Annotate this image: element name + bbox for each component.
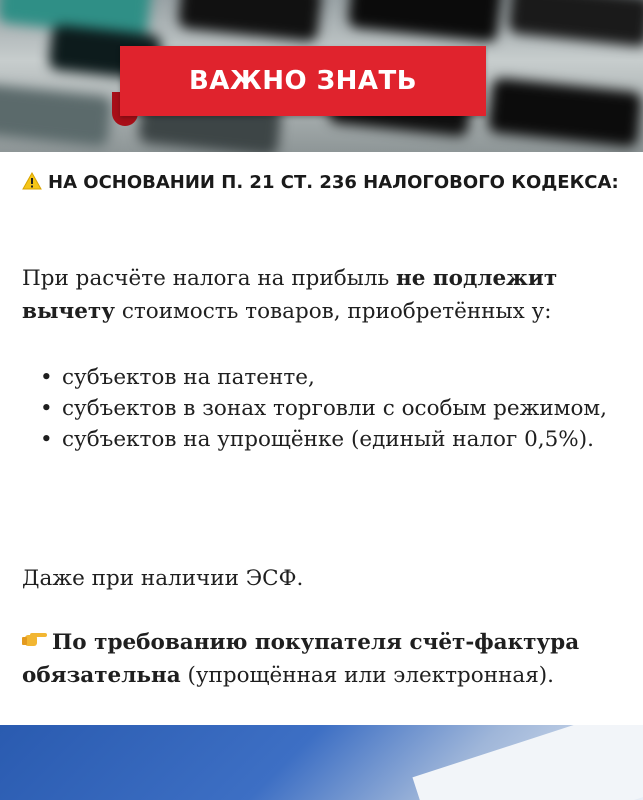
warning-icon — [22, 172, 42, 190]
content-area — [0, 152, 643, 725]
intro-text-bold: не подлежит вычету — [22, 266, 558, 324]
conclusion-text-bold: По требованию покупателя счёт-фактура обязательна — [22, 630, 580, 688]
note-paragraph: Даже при наличии ЭСФ. — [22, 566, 304, 591]
conclusion-text-after: (упрощённая или электронная). — [180, 663, 555, 688]
banner-ribbon — [120, 46, 486, 116]
heading-text: НА ОСНОВАНИИ П. 21 СТ. 236 НАЛОГОВОГО КОДЕКСА: — [48, 172, 619, 193]
exclusion-list — [22, 362, 622, 455]
intro-paragraph — [22, 262, 622, 328]
intro-text-after: стоимость товаров, приобретённых у: — [115, 299, 552, 324]
list-item-text: субъектов в зонах торговли с особым режимом, — [62, 396, 607, 421]
list-item-text: субъектов на упрощёнке (единый налог 0,5%). — [62, 427, 594, 452]
document-photo — [0, 725, 643, 800]
banner-title: ВАЖНО ЗНАТЬ — [188, 66, 418, 96]
list-item: • субъектов на упрощёнке (единый налог 0,5%). — [40, 427, 594, 452]
list-item: • субъектов на патенте, — [40, 365, 315, 390]
list-item: • субъектов в зонах торговли с особым режимом, — [40, 396, 607, 421]
conclusion-paragraph — [22, 626, 622, 692]
intro-text-before: При расчёте налога на прибыль — [22, 266, 397, 291]
section-heading — [22, 166, 622, 199]
pointing-hand-icon — [22, 631, 48, 647]
list-item-text: субъектов на патенте, — [62, 365, 315, 390]
